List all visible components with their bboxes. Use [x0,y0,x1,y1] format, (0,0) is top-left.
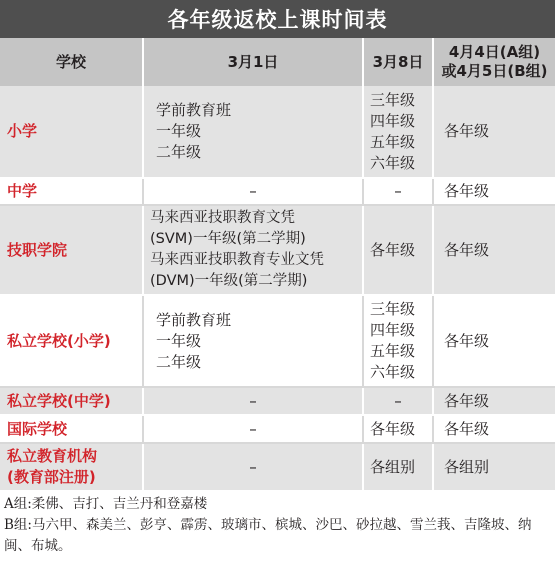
mar1-item: 学前教育班 [156,101,232,119]
mar8-cell [363,295,433,387]
mar8-item: 五年级 [370,342,416,360]
school-name: 私立学校(小学) [0,295,143,387]
apr-cell: 各组别 [433,443,555,491]
mar8-cell [363,86,433,178]
mar1-cell [143,295,363,387]
mar8-item: 四年级 [370,111,416,130]
mar1-item: 马来西亚技职教育文凭 [150,210,295,226]
mar1-cell [143,86,363,178]
table-row [0,205,555,295]
header-school: 学校 [0,38,143,86]
page-title: 各年级返校上课时间表 [0,0,555,38]
mar8-cell: 各组别 [363,443,433,491]
mar1-item: (SVM)一年级(第二学期) [150,231,306,247]
mar1-item: 二年级 [156,143,202,161]
school-name: 小学 [0,86,143,178]
table-row [0,387,555,415]
table-row [0,415,555,443]
mar8-item: 三年级 [370,90,416,109]
table-header-row [0,38,555,86]
mar1-item: 二年级 [156,352,202,371]
mar8-item: 四年级 [370,321,416,339]
mar1-cell: – [143,443,363,491]
mar1-item: (DVM)一年级(第二学期) [150,273,308,289]
schedule-table [0,38,555,492]
apr-cell: 各年级 [433,387,555,415]
group-b-note: B组:马六甲、森美兰、彭亨、霹雳、玻璃市、槟城、沙巴、砂拉越、雪兰莪、吉隆坡、纳闽、布城。 [4,517,532,554]
apr-cell: 各年级 [433,86,555,178]
mar1-cell: – [143,387,363,415]
mar8-item: 三年级 [370,300,416,318]
header-mar1: 3月1日 [143,38,363,86]
apr-cell: 各年级 [433,295,555,387]
header-apr [433,38,555,86]
table-row [0,86,555,178]
school-name: 国际学校 [0,415,143,443]
school-name: 私立学校(中学) [0,387,143,415]
mar8-cell: – [363,387,433,415]
mar8-cell: 各年级 [363,205,433,295]
apr-cell: 各年级 [433,178,555,205]
mar8-item: 六年级 [370,363,416,381]
mar1-item: 一年级 [156,331,202,350]
table-row [0,178,555,205]
group-a-note: A组:柔佛、吉打、吉兰丹和登嘉楼 [4,496,208,512]
school-name: 中学 [0,178,143,205]
mar1-item: 学前教育班 [156,310,232,329]
mar1-cell [143,205,363,295]
mar1-cell: – [143,178,363,205]
school-name-line: (教育部注册) [7,468,96,486]
header-mar8: 3月8日 [363,38,433,86]
school-name: 技职学院 [0,205,143,295]
mar8-item: 六年级 [370,153,416,172]
apr-cell: 各年级 [433,415,555,443]
mar1-item: 马来西亚技职教育专业文凭 [150,252,324,268]
school-name-line: 私立教育机构 [7,447,98,465]
mar8-cell: – [363,178,433,205]
mar8-item: 五年级 [370,132,416,151]
header-apr-line2: 或4月5日(B组) [441,62,548,80]
mar1-item: 一年级 [156,122,202,140]
mar1-cell: – [143,415,363,443]
footnotes [4,494,552,557]
mar8-cell: 各年级 [363,415,433,443]
apr-cell: 各年级 [433,205,555,295]
school-name [0,443,143,491]
header-apr-line1: 4月4日(A组) [448,43,541,61]
table-row [0,443,555,491]
table-row [0,295,555,387]
